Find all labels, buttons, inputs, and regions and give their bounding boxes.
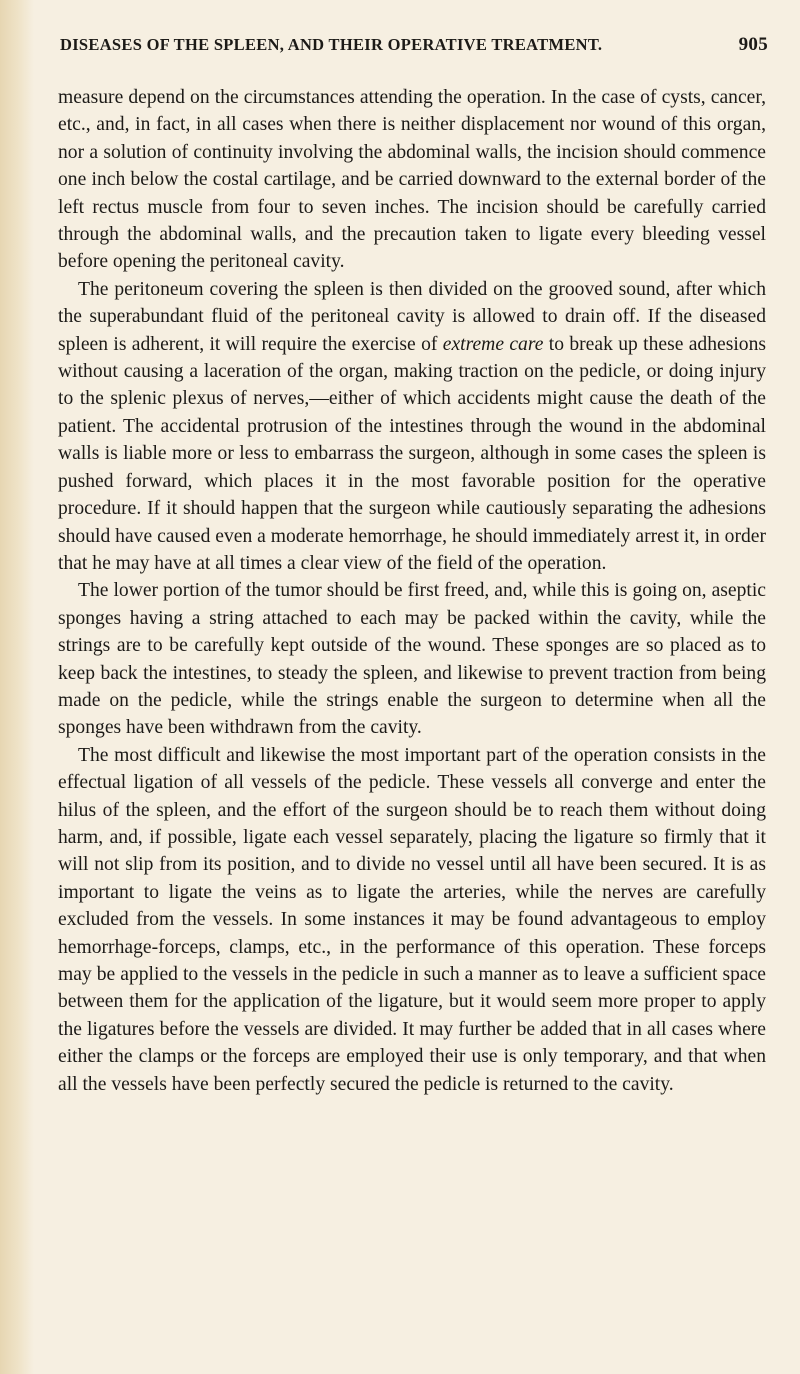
emphasis-text: extreme care xyxy=(442,333,544,355)
running-header xyxy=(60,34,768,56)
paragraph-1: measure depend on the circumstances attending the operation. In the case of cysts, cancer, etc., and, in fact, in all cases when there is neither displacement nor wound of this organ, nor a solution of continuity involving the abdominal walls, the incision should commence one inch below the costal cartilage, and be carried downward to the external border of the left rectus muscle from four to seven inches. The incision should be carefully carried through the abdominal walls, and the precaution taken to ligate every bleeding vessel before opening the peritoneal cavity. xyxy=(58,87,766,273)
running-title: DISEASES OF THE SPLEEN, AND THEIR OPERATIVE TREATMENT. xyxy=(60,35,603,54)
paragraph-3: The lower portion of the tumor should be first freed, and, while this is going on, aseptic sponges having a string attached to each may be packed within the cavity, while the strings are to be carefully kept outside of the wound. These sponges are so placed as to keep back the intestines, to steady the spleen, and likewise to prevent traction from being made on the pedicle, while the strings enable the surgeon to determine when all the sponges have been withdrawn from the cavity. xyxy=(58,580,766,739)
page-number: 905 xyxy=(738,34,768,55)
paragraph-2: The peritoneum covering the spleen is then divided on the grooved sound, after which the superabundant fluid of the peritoneal cavity is allowed to drain off. If the diseased spleen is adherent, it will require the exercise of extreme care to break up these adhesions without causing a laceration of the organ, making traction on the pedicle, or doing injury to the splenic plexus of nerves,—either of which accidents might cause the death of the patient. The accidental protrusion of the intestines through the wound in the abdominal walls is liable more or less to embarrass the surgeon, although in some cases the spleen is pushed forward, which places it in the most favorable position for the operative procedure. If it should happen that the surgeon while cautiously separating the adhesions should have caused even a moderate hemorrhage, he should immediately arrest it, in order that he may have at all times a clear view of the field of the operation. xyxy=(58,278,766,574)
paragraph-4: The most difficult and likewise the most important part of the operation consists in the effectual ligation of all vessels of the pedicle. These vessels all converge and enter the hilus of the spleen, and the effort of the surgeon should be to reach them without doing harm, and, if possible, ligate each vessel separately, placing the ligature so firmly that it will not slip from its position, and to divide no vessel until all have been secured. It is as important to ligate the veins as to ligate the arteries, while the nerves are carefully excluded from the vessels. In some instances it may be found advantageous to employ hemorrhage-forceps, clamps, etc., in the performance of this operation. These forceps may be applied to the vessels in the pedicle in such a manner as to leave a sufficient space between them for the application of the ligature, but it would seem more proper to apply the ligatures before the vessels are divided. It may further be added that in all cases where either the clamps or the forceps are employed their use is only temporary, and that when all the vessels have been perfectly secured the pedicle is returned to the cavity. xyxy=(58,744,766,1095)
body-text xyxy=(58,84,766,1098)
page-binding-edge xyxy=(0,0,34,1374)
